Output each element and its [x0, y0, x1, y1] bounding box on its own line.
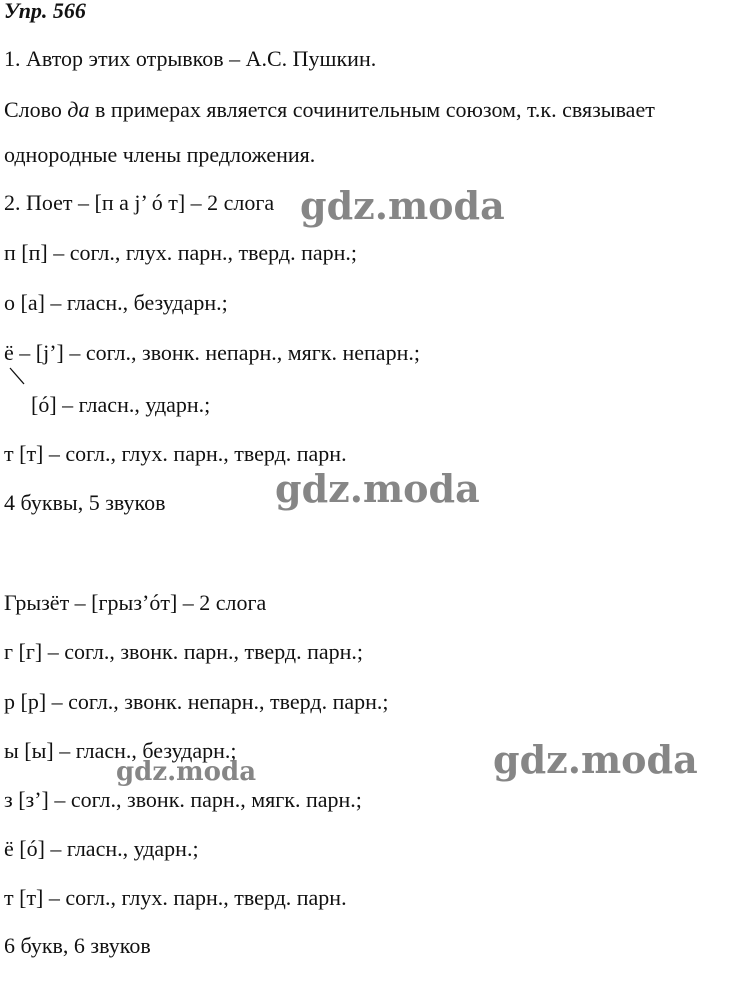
exercise-heading: Упр. 566: [4, 0, 86, 23]
watermark-logo: gdz.moda: [275, 466, 480, 511]
text-line-letters-sounds-2: 6 букв, 6 звуков: [4, 933, 151, 958]
italic-word: да: [67, 97, 90, 122]
text-line-homogeneous: однородные члены предложения.: [4, 142, 316, 167]
text-line-word-da: [4, 97, 655, 123]
text-line-t: т [т] – согл., глух. парн., тверд. парн.: [4, 441, 347, 466]
text-line-yo-j: ё – [j’] – согл., звонк. непарн., мягк. непарн.;: [4, 340, 420, 365]
text-line-author: 1. Автор этих отрывков – А.С. Пушкин.: [4, 46, 377, 71]
text-line-gryzet-transcription: Грызёт – [грыз’óт] – 2 слога: [4, 590, 267, 615]
text-line-z: з [з’] – согл., звонк. парн., мягк. парн.;: [4, 787, 362, 812]
text-line-letters-sounds-1: 4 буквы, 5 звуков: [4, 490, 166, 515]
text-line-o: о [а] – гласн., безударн.;: [4, 290, 228, 315]
text-line-poet-transcription: 2. Поет – [п а j’ ó т] – 2 слога: [4, 190, 275, 215]
watermark-logo: gdz.moda: [493, 737, 698, 782]
watermark-logo: gdz.moda: [300, 183, 505, 228]
text-line-r: р [р] – согл., звонк. непарн., тверд. парн.;: [4, 689, 389, 714]
text-line-yo: ё [ó] – гласн., ударн.;: [4, 836, 199, 861]
watermark-logo: gdz.moda: [116, 757, 257, 787]
text-line-p: п [п] – согл., глух. парн., тверд. парн.;: [4, 240, 358, 265]
text-fragment: Слово: [4, 97, 68, 122]
text-line-t-2: т [т] – согл., глух. парн., тверд. парн.: [4, 885, 347, 910]
branch-tick-mark: [10, 368, 26, 384]
text-line-y: ы [ы] – гласн., безударн.;: [4, 738, 237, 763]
text-line-o-stressed: [ó] – гласн., ударн.;: [31, 392, 211, 417]
text-line-g: г [г] – согл., звонк. парн., тверд. парн.;: [4, 639, 364, 664]
text-fragment: в примерах является сочинительным союзом, т.к. связывает: [89, 97, 655, 122]
